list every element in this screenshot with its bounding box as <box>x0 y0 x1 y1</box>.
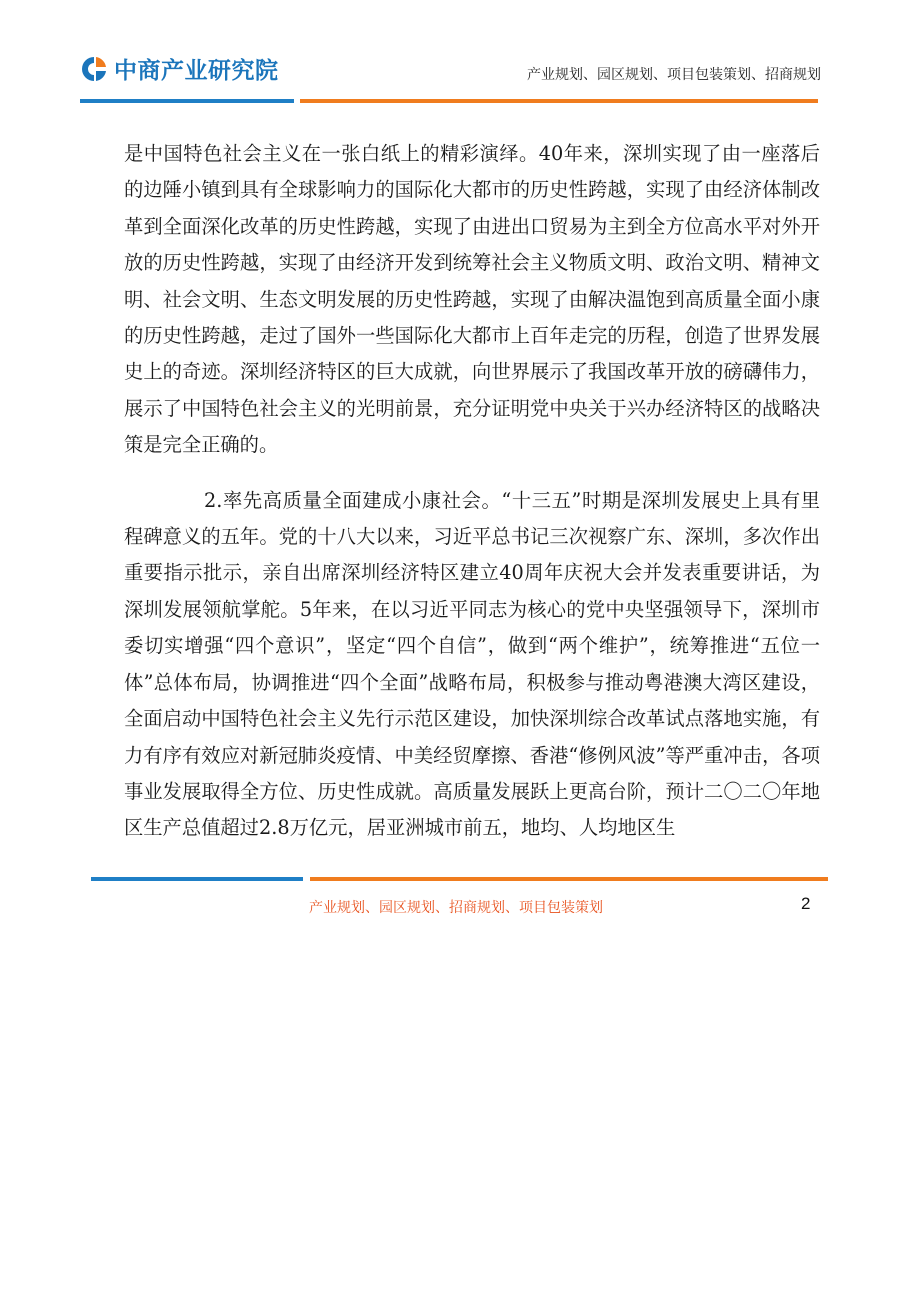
header-slogan: 产业规划、园区规划、项目包装策划、招商规划 <box>527 67 821 83</box>
footer-slogan: 产业规划、园区规划、招商规划、项目包装策划 <box>309 900 603 916</box>
page-number: 2 <box>801 894 811 913</box>
header-rule-orange <box>300 99 818 103</box>
header-rule-blue <box>80 99 294 103</box>
logo-mark-icon <box>80 55 108 83</box>
body-paragraph: 是中国特色社会主义在一张白纸上的精彩演绎。40年来，深圳实现了由一座落后的边陲小镇到具有全球影响力的国际化大都市的历史性跨越，实现了由经济体制改革到全面深化改革的历史性跨越，实现了由进出口贸易为主到全方位高水平对外开放的历史性跨越，实现了由经济开发到统筹社会主义物质文明、政治文明、精神文明、社会文明、生态文明发展的历史性跨越，实现了由解决温饱到高质量全面小康的历史性跨越，走过了国外一些国际化大都市上百年走完的历程，创造了世界发展史上的奇迹。深圳经济特区的巨大成就，向世界展示了我国改革开放的磅礴伟力，展示了中国特色社会主义的光明前景，充分证明党中央关于兴办经济特区的战略决策是完全正确的。 <box>124 142 820 457</box>
footer-rule-blue <box>91 877 303 881</box>
footer-rule-orange <box>310 877 828 881</box>
page-header <box>0 0 920 110</box>
document-body <box>124 136 820 847</box>
logo-text: 中商产业研究院 <box>114 58 279 84</box>
company-logo <box>80 52 279 85</box>
body-paragraph: 2.率先高质量全面建成小康社会。“十三五”时期是深圳发展史上具有里程碑意义的五年。党的十八大以来，习近平总书记三次视察广东、深圳，多次作出重要指示批示，亲自出席深圳经济特区建立40周年庆祝大会并发表重要讲话，为深圳发展领航掌舵。5年来，在以习近平同志为核心的党中央坚强领导下，深圳市委切实增强“四个意识”，坚定“四个自信”，做到“两个维护”，统筹推进“五位一体”总体布局，协调推进“四个全面”战略布局，积极参与推动粤港澳大湾区建设，全面启动中国特色社会主义先行示范区建设，加快深圳综合改革试点落地实施，有力有序有效应对新冠肺炎疫情、中美经贸摩擦、香港“修例风波”等严重冲击，各项事业发展取得全方位、历史性成就。高质量发展跃上更高台阶，预计二〇二〇年地区生产总值超过2.8万亿元，居亚洲城市前五，地均、人均地区生 <box>124 488 820 840</box>
